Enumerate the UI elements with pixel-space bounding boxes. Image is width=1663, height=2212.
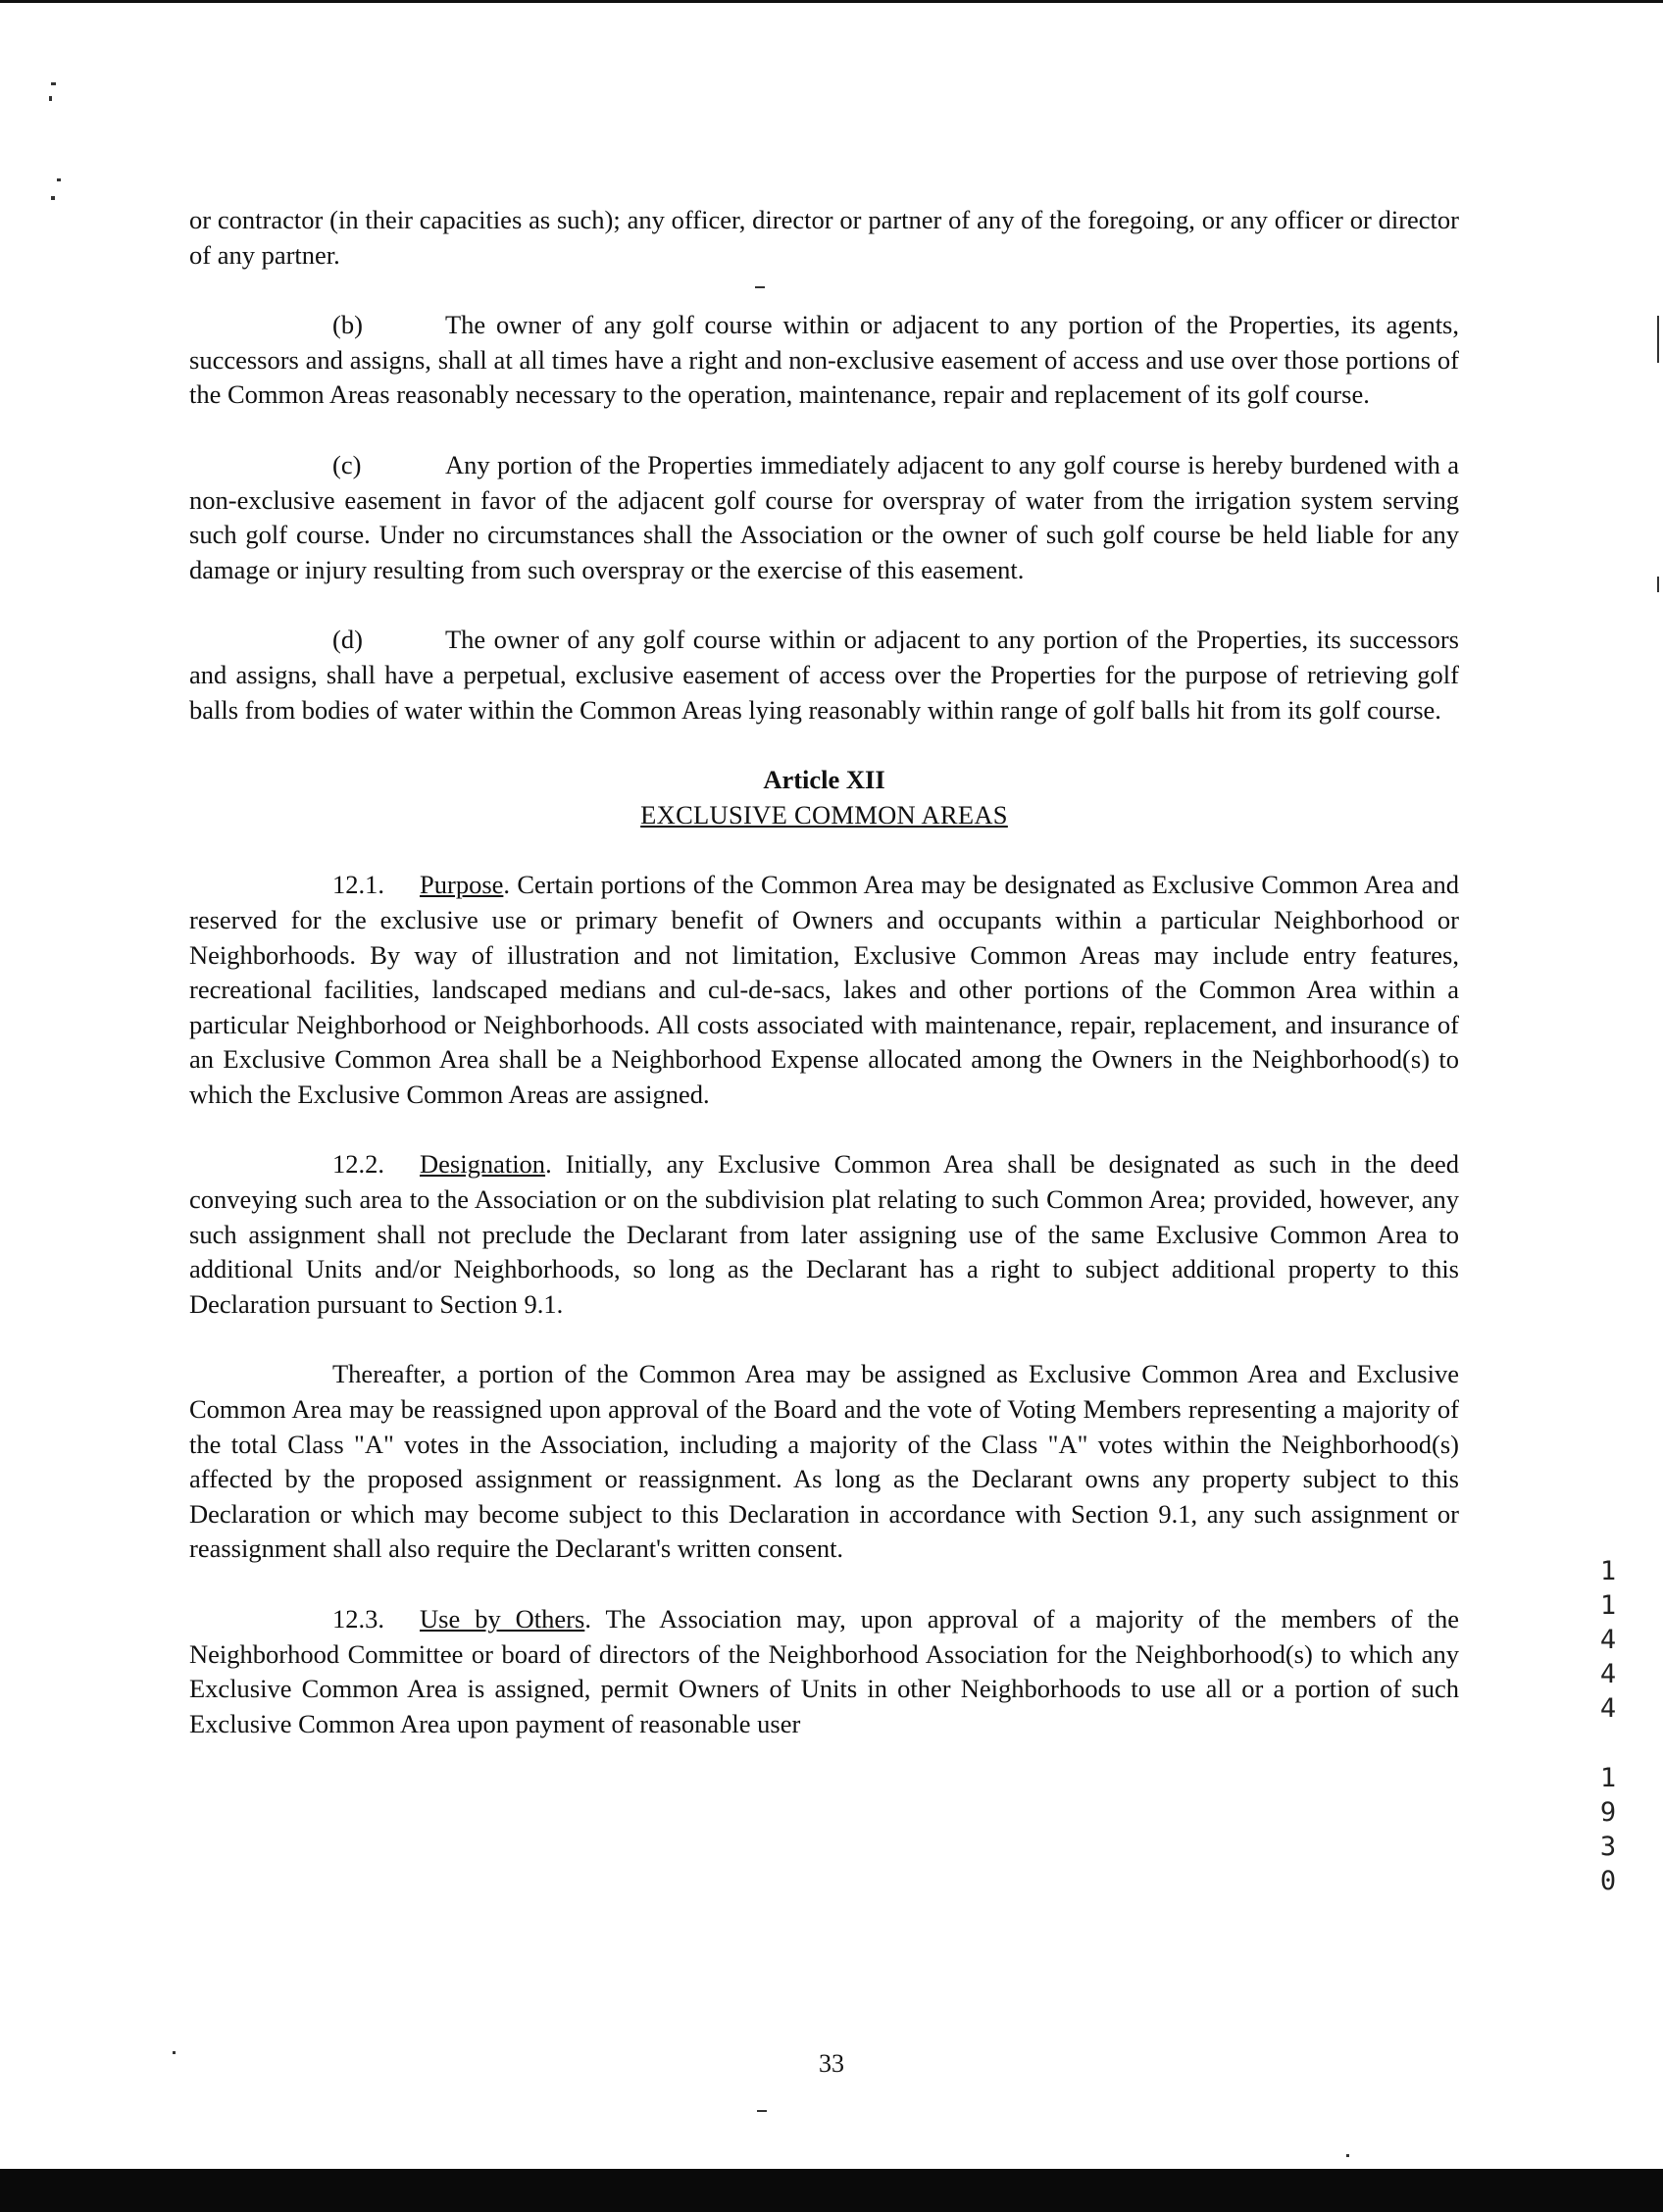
page-number: 33 [819,2049,844,2078]
scan-speck [755,286,765,288]
stamp-digit: 3 [1599,1832,1617,1862]
subsection-c [189,448,1459,587]
scan-speck [173,2051,176,2054]
section-text: . Certain portions of the Common Area may be designated as Exclusive Common Area and reserved for the exclusive use or primary benefit of Owners and occupants within a particular Neighborhood or Neighborhoods. By way of illustration and not limitation, Exclusive Common Areas may include entry features, recreational facilities, landscaped medians and cul-de-sacs, lakes and other portions of the Common Area within a particular Neighborhood or Neighborhoods. All costs associated with maintenance, repair, replacement, and insurance of an Exclusive Common Area shall be a Neighborhood Expense allocated among the Owners in the Neighborhood(s) to which the Exclusive Common Areas are assigned. [189,870,1459,1109]
article-title: Article XII [763,765,885,795]
page-body [189,203,1459,1777]
subsection-text: The owner of any golf course within or adjacent to any portion of the Properties, its agents, successors and assigns, shall at all times have a right and non-exclusive easement of access and use over those portions of the Common Areas reasonably necessary to the operation, maintenance, repair and replacement of its golf course. [189,310,1459,410]
section-title: Purpose [420,870,504,900]
scan-speck [49,96,52,101]
section-title: Use by Others [420,1604,585,1634]
stamp-digit: 1 [1599,1590,1617,1621]
stamp-digit: 4 [1599,1659,1617,1689]
section-number: 12.3. [332,1604,384,1634]
section-title: Designation [420,1149,546,1180]
subsection-d [189,623,1459,728]
stamp-digit: 4 [1599,1693,1617,1724]
scan-speck [57,178,61,181]
thereafter-paragraph: Thereafter, a portion of the Common Area may be assigned as Exclusive Common Area and Exclusive Common Area may be reassigned upon approval of the Board and the vote of Voting Members representing a majority of the total Class "A" votes in the Association, including a majority of the Class "A" votes within the Neighborhood(s) affected by the proposed assignment or reassignment. As long as the Declarant owns any property subject to this Declaration or which may become subject to this Declaration in accordance with Section 9.1, any such assignment or reassignment shall also require the Declarant's written consent. [189,1359,1459,1564]
stamp-digit: 1 [1599,1556,1617,1586]
top-scan-edge [0,0,1663,3]
scan-edge-mark [1657,577,1659,592]
stamp-digit: 1 [1599,1763,1617,1793]
scan-edge-mark [1657,316,1659,363]
section-number: 12.1. [332,870,384,900]
article-heading [189,763,1459,832]
continued-paragraph: or contractor (in their capacities as such); any officer, director or partner of any of the foregoing, or any officer or director of any partner. [189,205,1459,270]
subsection-text: The owner of any golf course within or adjacent to any portion of the Properties, its successors and assigns, shall have a perpetual, exclusive easement of access over the Properties for the purpose of retrieving golf balls from bodies of water within the Common Areas lying reasonably within range of golf balls hit from its golf course. [189,625,1459,725]
subsection-label: (b) [332,310,363,340]
section-text: . Initially, any Exclusive Common Area shall be designated as such in the deed conveying such area to the Association or on the subdivision plat relating to such Common Area; provided, however, any such assignment shall not preclude the Declarant from later assigning use of the same Exclusive Common Area to additional Units and/or Neighborhoods, so long as the Declarant has a right to subject additional property to this Declaration pursuant to Section 9.1. [189,1149,1459,1319]
subsection-label: (d) [332,625,363,655]
stamp-digit: 4 [1599,1625,1617,1655]
subsection-b [189,308,1459,413]
section-12-3 [189,1602,1459,1741]
subsection-text: Any portion of the Properties immediately adjacent to any golf course is hereby burdened with a non-exclusive easement in favor of the adjacent golf course for overspray of water from the irrigation system serving such golf course. Under no circumstances shall the Association or the owner of such golf course be held liable for any damage or injury resulting from such overspray or the exercise of this easement. [189,449,1459,584]
section-12-1 [189,868,1459,1112]
bottom-scan-edge [0,2169,1663,2212]
stamp-digit: 9 [1599,1797,1617,1828]
stamp-digit: 0 [1599,1866,1617,1896]
section-number: 12.2. [332,1149,384,1180]
scan-speck [51,82,56,85]
subsection-label: (c) [332,449,362,479]
article-subtitle: EXCLUSIVE COMMON AREAS [640,799,1008,830]
margin-record-stamp [1594,1554,1622,1898]
section-12-2 [189,1147,1459,1322]
stamp-gap [1594,1726,1622,1761]
scan-speck [757,2110,767,2112]
section-text: . The Association may, upon approval of a majority of the members of the Neighborhood Committee or board of directors of the Neighborhood Association for the Neighborhood(s) to which any Exclusive Common Area is assigned, permit Owners of Units in other Neighborhoods to use all or a portion of such Exclusive Common Area upon payment of reasonable user [189,1604,1459,1738]
scan-speck [51,196,55,200]
scan-speck [1346,2154,1349,2157]
